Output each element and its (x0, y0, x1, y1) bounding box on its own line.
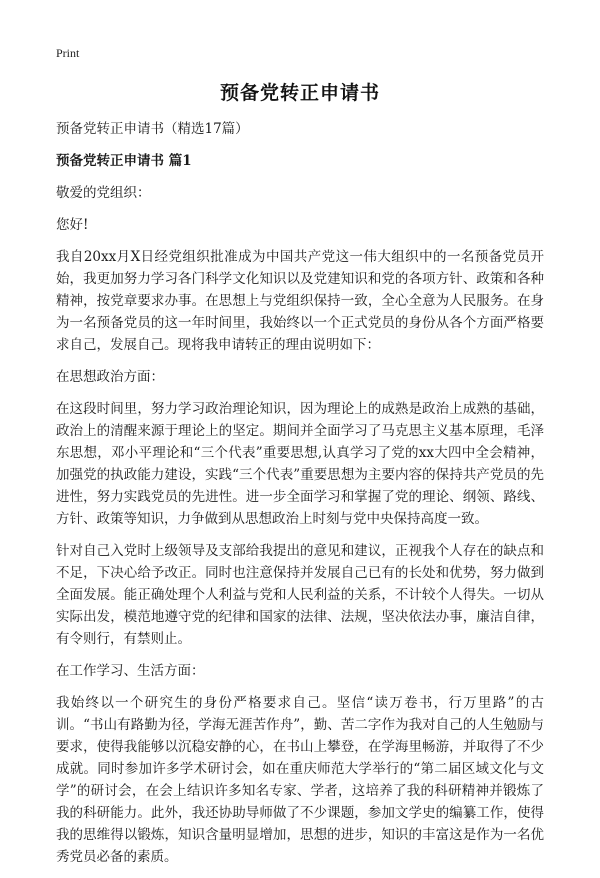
section-label-ideology: 在思想政治方面： (56, 369, 164, 385)
document-body (56, 118, 544, 878)
paragraph-ideology: 在这段时间里，努力学习政治理论知识，因为理论上的成熟是政治上成熟的基础，政治上的清醒来源于理论上的坚定。期间并全面学习了马克思主义基本原理，毛泽东思想，邓小平理论和“三个代表”重要思想,认真学习了党的xx大四中全会精神，加强党的执政能力建设，实践“三个代表”重要思想为主要内容的保持共产党员的先进性，努力实践党员的先进性。进一步全面学习和掌握了党的理论、纲领、路线、方针、政策等知识，力争做到从思想政治上时刻与党中央保持高度一致。 (56, 401, 544, 527)
paragraph-intro: 我自20xx月X日经党组织批准成为中国共产党这一伟大组织中的一名预备党员开始，我更加努力学习各门科学文化知识以及党建知识和党的各项方针、政策和各种精神，按党章要求办事。在思想上与党组织保持一致，全心全意为人民服务。在身为一名预备党员的这一年时间里，我始终以一个正式党员的身份从各个方面严格要求自己，发展自己。现将我申请转正的理由说明如下： (56, 249, 544, 353)
document-subtitle: 预备党转正申请书（精选17篇） (56, 121, 249, 137)
page-title: 预备党转正申请书 (219, 82, 380, 104)
article-heading: 预备党转正申请书 篇1 (56, 153, 192, 169)
section-label-work-life: 在工作学习、生活方面： (56, 663, 205, 679)
paragraph-work-life: 我始终以一个研究生的身份严格要求自己。坚信“读万卷书，行万里路”的古训。“书山有路勤为径，学海无涯苦作舟”，勤、苦二字作为我对自己的人生勉励与要求，使得我能够以沉稳安静的心，在书山上攀登，在学海里畅游，并取得了不少成就。同时参加许多学术研讨会，如在重庆师范大学举行的“第二届区域文化与文学”的研讨会，在会上结识许多知名专家、学者，这培养了我的科研精神并锻炼了我的科研能力。此外，我还协助导师做了不少课题，参加文学史的编纂工作，使得我的思维得以锻炼，知识含量明显增加，思想的进步，知识的丰富这是作为一名优秀党员必备的素质。 (56, 695, 544, 865)
salutation: 敬爱的党组织： (56, 185, 151, 201)
paragraph-improvement: 针对自己入党时上级领导及支部给我提出的意见和建议，正视我个人存在的缺点和不足，下决心给予改正。同时也注意保持并发展自己已有的长处和优势，努力做到全面发展。能正确处理个人利益与党和人民利益的关系，不计较个人得失。一切从实际出发，模范地遵守党的纪律和国家的法律、法规，坚决依法办事，廉洁自律，有令则行，有禁则止。 (56, 543, 544, 647)
greeting: 您好! (56, 217, 89, 233)
print-link[interactable]: Print (56, 46, 80, 60)
